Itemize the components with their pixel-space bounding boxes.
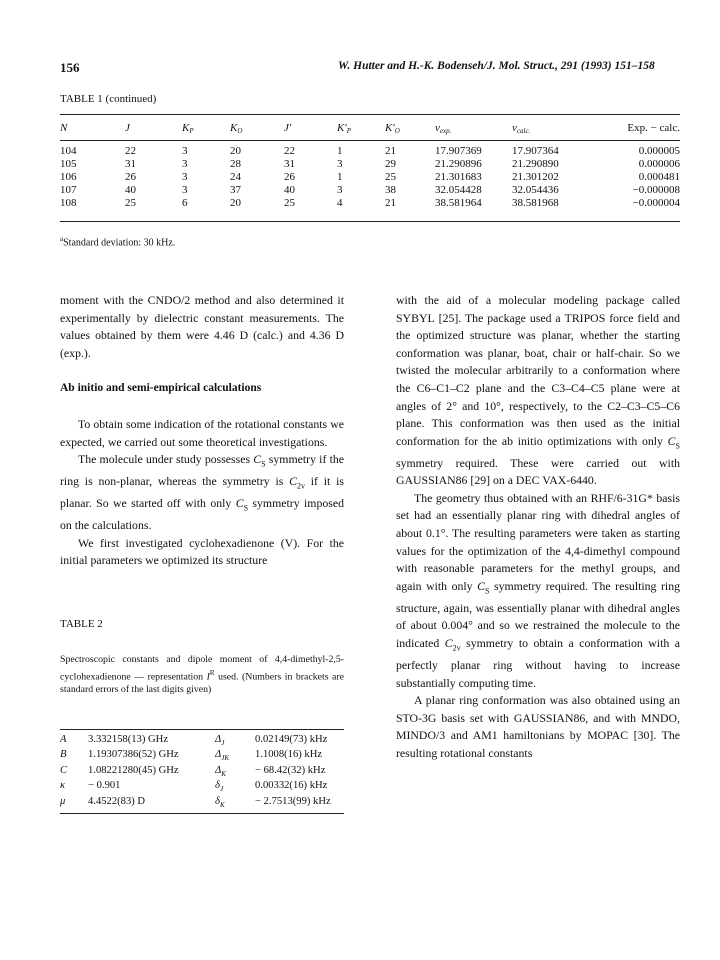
- paragraph: We first investigated cyclohexadienone (V). For the initial parameters we optimized its structure: [60, 535, 344, 568]
- col-header-j: J: [125, 122, 130, 134]
- paragraph: moment with the CNDO/2 method and also determined it experimentally by dielectric constant measurements. The values obtained by them were 4.46 D (calc.) and 4.36 D (exp.).: [60, 293, 344, 360]
- paragraph: with the aid of a molecular modeling package called SYBYL [25]. The package used a TRIPOS force field and the optimized structure was planar, whether the starting conformation was planar, boat, chair or half-chair. So we twisted the molecular arbitrarily to a conformation where the C6–C1–C2 plane and the C3–C4–C5 plane were at angles of 2° and 10°, respectively, to the C2–C3–C5–C6 plane. This conformation was then used as the initial conformation for the ab initio optimizations with only $C_S$ symmetry required. These were carried out with GAUSSIAN86 [29] on a DEC VAX-6440.: [396, 293, 680, 488]
- col-header-ko: $K_O$: [230, 122, 243, 135]
- paragraph: The geometry thus obtained with an RHF/6-31G* basis set had an essentially planar ring with dihedral angles of about 0.1°. The resulting parameters were taken as starting values for the optimization of the 4,4-dimethyl compound with reasonable parameters for the methyl groups, and again with only $C_S$ symmetry required. The resulting ring structure, again, was essentially planar with dihedral angles of about 0.004° and so we restrained the molecule to the indicated $C_{2v}$ symmetry to obtain a conformation with a perfectly planar ring without having to increase substantially computing time.: [396, 490, 681, 690]
- table2-bottom-rule: [60, 813, 344, 814]
- table1-footnote: $^a$Standard deviation: 30 kHz.: [60, 235, 176, 249]
- table1: [60, 116, 680, 210]
- col-header-kp-prime: $K'_P$: [337, 122, 352, 135]
- table-row: κ − 0.901 $\delta_J$ 0.00332(16) kHz: [60, 780, 328, 794]
- table1-title: TABLE 1 (continued): [60, 93, 157, 105]
- paragraph: A planar ring conformation was also obtained using an STO-3G basis set with GAUSSIAN86, and with MNDO, MINDO/3 and AM1 hamiltonians by MOPAC [30]. The resulting rotational constants: [396, 693, 680, 760]
- table1-bottom-rule: [60, 221, 680, 222]
- table2: [60, 732, 344, 809]
- table2-title: TABLE 2: [60, 618, 103, 630]
- col-header-nu-calc: $\nu_{calc.}$: [512, 122, 531, 135]
- paragraph: To obtain some indication of the rotational constants we expected, we carried out some theoretical investigations.: [60, 416, 344, 449]
- table1-header-row: [60, 116, 680, 140]
- section-heading: Ab initio and semi-empirical calculations: [60, 382, 262, 395]
- table-row: 104 22 3 20 22 1 21 17.907369 17.907364 0.000005: [60, 145, 680, 157]
- left-column: [60, 292, 344, 570]
- running-head: W. Hutter and H.-K. Bodenseh/J. Mol. Struct., 291 (1993) 151–158: [338, 60, 655, 72]
- table2-caption: Spectroscopic constants and dipole moment of 4,4-dimethyl-2,5-cyclohexadienone — representation $I^R$ used. (Numbers in brackets are standard errors of the last digits given): [60, 654, 344, 696]
- col-header-ko-prime: $K'_O$: [385, 122, 400, 135]
- right-column: [396, 292, 680, 763]
- page-number: 156: [60, 60, 80, 75]
- table-row: μ 4.4522(83) D $\delta_K$ − 2.7513(99) kHz: [60, 795, 331, 809]
- paragraph: The molecule under study possesses $C_S$ symmetry if the ring is non-planar, whereas the symmetry is $C_{2v}$ if it is planar. So we started off with only $C_S$ symmetry imposed on the calculations.: [60, 452, 344, 533]
- table-row: 107 40 3 37 40 3 38 32.054428 32.054436 −0.000008: [60, 184, 680, 196]
- table1-top-rule: [60, 114, 680, 115]
- table-row: A 3.332158(13) GHz $\Delta_J$ 0.02149(73) kHz: [60, 734, 328, 748]
- table-row: 108 25 6 20 25 4 21 38.581964 38.581968 −0.000004: [60, 197, 680, 209]
- col-header-kp: $K_P$: [182, 122, 194, 135]
- table-row: 105 31 3 28 31 3 29 21.290896 21.290890 0.000006: [60, 158, 680, 170]
- table2-top-rule: [60, 729, 344, 730]
- table1-body: [60, 145, 680, 210]
- table-row: C 1.08221280(45) GHz $\Delta_K$ − 68.42(32) kHz: [60, 764, 326, 778]
- col-header-j-prime: J′: [284, 122, 292, 134]
- col-header-nu-exp: $\nu_{exp.}$: [435, 122, 452, 135]
- table-row: B 1.19307386(52) GHz $\Delta_{JK}$ 1.1008(16) kHz: [60, 749, 323, 763]
- col-header-exp-calc: Exp. − calc.: [627, 122, 680, 134]
- table-row: 106 26 3 24 26 1 25 21.301683 21.301202 0.000481: [60, 171, 680, 183]
- col-header-n: N: [60, 122, 68, 134]
